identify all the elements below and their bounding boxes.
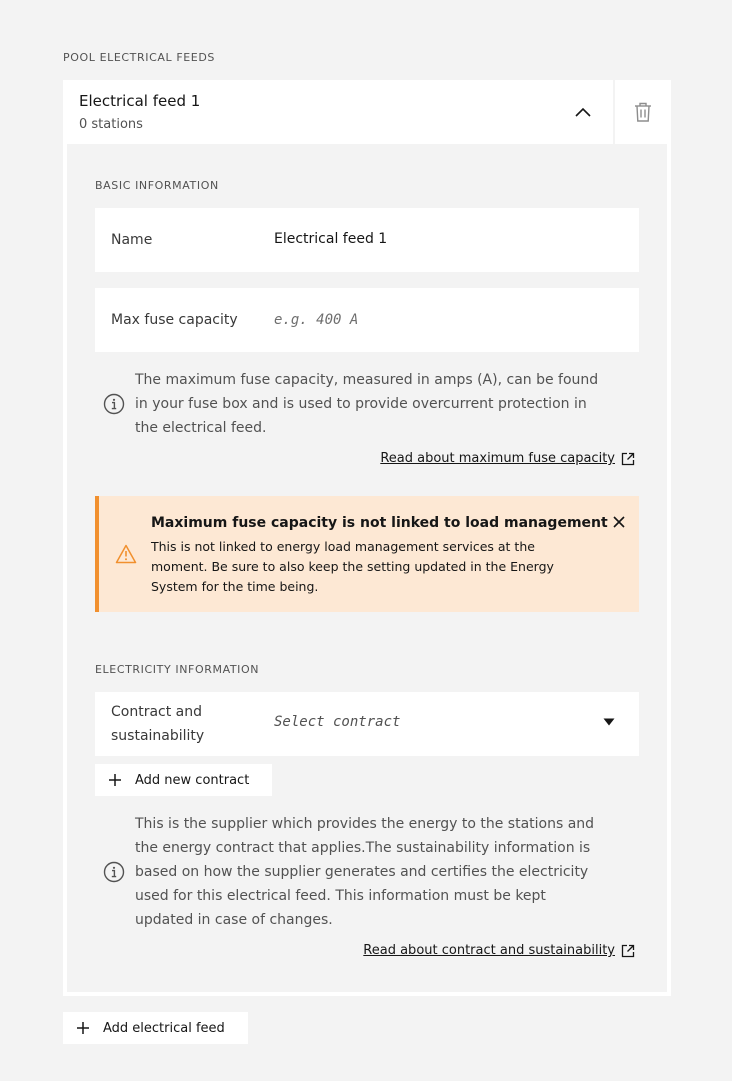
warning-body: This is not linked to energy load management services at the moment. Be sure to also keep the setting updated in the Energy System for the time being.: [151, 539, 554, 594]
name-value[interactable]: Electrical feed 1: [274, 231, 388, 247]
fuse-capacity-input[interactable]: [274, 308, 614, 332]
plus-icon: [77, 1022, 89, 1034]
contract-sustainability-link[interactable]: [363, 943, 635, 958]
contract-sustainability-link-label: Read about contract and sustainability: [363, 943, 615, 958]
info-icon: [103, 861, 125, 883]
fuse-capacity-link-label: Read about maximum fuse capacity: [380, 451, 615, 466]
trash-icon: [634, 102, 652, 122]
contract-select[interactable]: [95, 692, 639, 756]
add-electrical-feed-label: Add electrical feed: [103, 1020, 225, 1036]
close-icon: [612, 515, 626, 529]
add-electrical-feed-button[interactable]: [63, 1012, 248, 1044]
caret-down-icon: [603, 718, 615, 726]
info-icon: [103, 393, 125, 415]
basic-info-section-label: BASIC INFORMATION: [95, 179, 219, 192]
contract-label: Contract and sustainability: [111, 704, 205, 744]
plus-icon: [109, 774, 121, 786]
pool-section-label: POOL ELECTRICAL FEEDS: [63, 51, 216, 64]
fuse-label: Max fuse capacity: [111, 312, 238, 328]
collapse-button[interactable]: [553, 80, 613, 144]
feed-header[interactable]: [63, 80, 671, 144]
add-contract-label: Add new contract: [135, 772, 250, 788]
warning-close-button[interactable]: [607, 510, 631, 534]
feed-title: Electrical feed 1: [79, 92, 201, 110]
name-field-row: [95, 208, 639, 272]
add-contract-button[interactable]: [95, 764, 272, 796]
external-link-icon: [621, 452, 635, 466]
feed-station-count: 0 stations: [79, 117, 143, 132]
electricity-info-section-label: ELECTRICITY INFORMATION: [95, 663, 260, 676]
warning-title: Maximum fuse capacity is not linked to load management: [151, 515, 608, 531]
warning-notification: [95, 496, 639, 612]
fuse-capacity-link[interactable]: [380, 451, 635, 466]
warning-icon: [115, 544, 137, 564]
chevron-up-icon: [575, 107, 591, 117]
fuse-field-row: [95, 288, 639, 352]
contract-info-text: This is the supplier which provides the energy to the stations and the energy contract that applies.The sustainability information is based on how the supplier generates and certifies the electricity used for this electrical feed. This information must be kept updated in case of changes.: [135, 816, 595, 928]
external-link-icon: [621, 944, 635, 958]
fuse-info-text: The maximum fuse capacity, measured in amps (A), can be found in your fuse box and is used to provide overcurrent protection in the electrical feed.: [135, 372, 599, 436]
name-label: Name: [111, 232, 153, 248]
contract-selected-value: Select contract: [274, 714, 401, 730]
delete-feed-button[interactable]: [615, 80, 671, 144]
